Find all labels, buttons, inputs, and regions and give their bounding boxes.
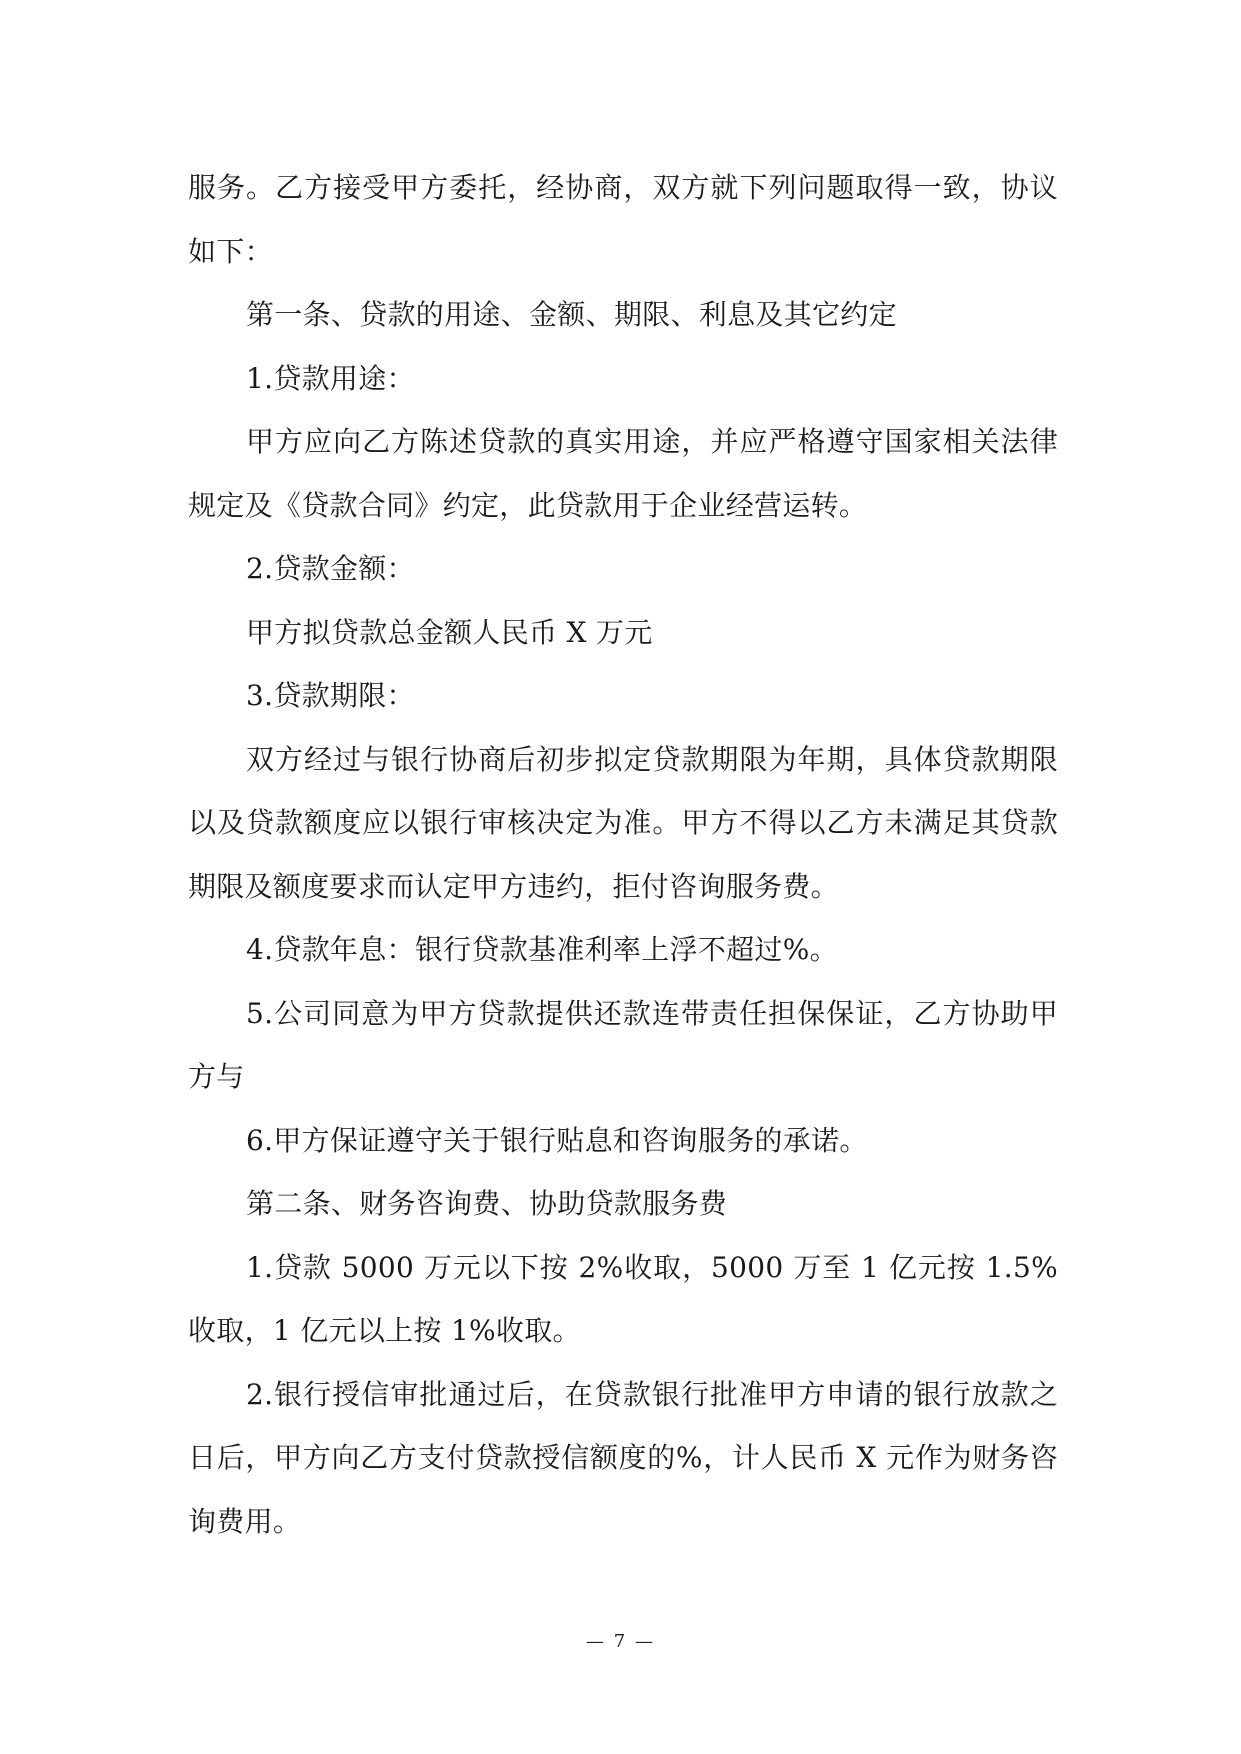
clause-loan-amount-text: 甲方拟贷款总金额人民币 X 万元 xyxy=(246,615,653,649)
clause-loan-purpose-heading: 1.贷款用途： xyxy=(246,361,415,395)
clause-loan-term-text: 双方经过与银行协商后初步拟定贷款期限为年期，具体贷款期限以及贷款额度应以银行审核决定为准。甲方不得以乙方未满足其贷款期限及额度要求而认定甲方违约，拒付咨询服务费。 xyxy=(188,742,1058,903)
clause-loan-term-heading: 3.贷款期限： xyxy=(246,679,415,712)
clause-loan-purpose-text: 甲方应向乙方陈述贷款的真实用途，并应严格遵守国家相关法律规定及《贷款合同》约定，此贷款用于企业经营运转。 xyxy=(188,425,1058,522)
section-heading-1: 第一条、贷款的用途、金额、期限、利息及其它约定 xyxy=(246,298,897,331)
clause-loan-interest: 4.贷款年息：银行贷款基准利率上浮不超过%。 xyxy=(246,933,838,966)
clause-guarantee: 5.公司同意为甲方贷款提供还款连带责任担保保证，乙方协助甲方与 xyxy=(188,996,1058,1093)
paragraph-intro: 服务。乙方接受甲方委托，经协商，双方就下列问题取得一致，协议如下： xyxy=(188,171,1058,268)
clause-fee-payment: 2.银行授信审批通过后，在贷款银行批准甲方申请的银行放款之日后，甲方向乙方支付贷款授信额度的%，计人民币 X 元作为财务咨询费用。 xyxy=(188,1377,1058,1538)
page-number: — 7 — xyxy=(586,1631,655,1652)
clause-fee-rates: 1.贷款 5000 万元以下按 2%收取，5000 万至 1 亿元按 1.5%收取，1 亿元以上按 1%收取。 xyxy=(188,1250,1058,1347)
document-body xyxy=(188,156,1058,1553)
clause-loan-amount-heading: 2.贷款金额： xyxy=(246,552,415,585)
clause-commitment: 6.甲方保证遵守关于银行贴息和咨询服务的承诺。 xyxy=(246,1123,868,1157)
section-heading-2: 第二条、财务咨询费、协助贷款服务费 xyxy=(246,1187,728,1220)
